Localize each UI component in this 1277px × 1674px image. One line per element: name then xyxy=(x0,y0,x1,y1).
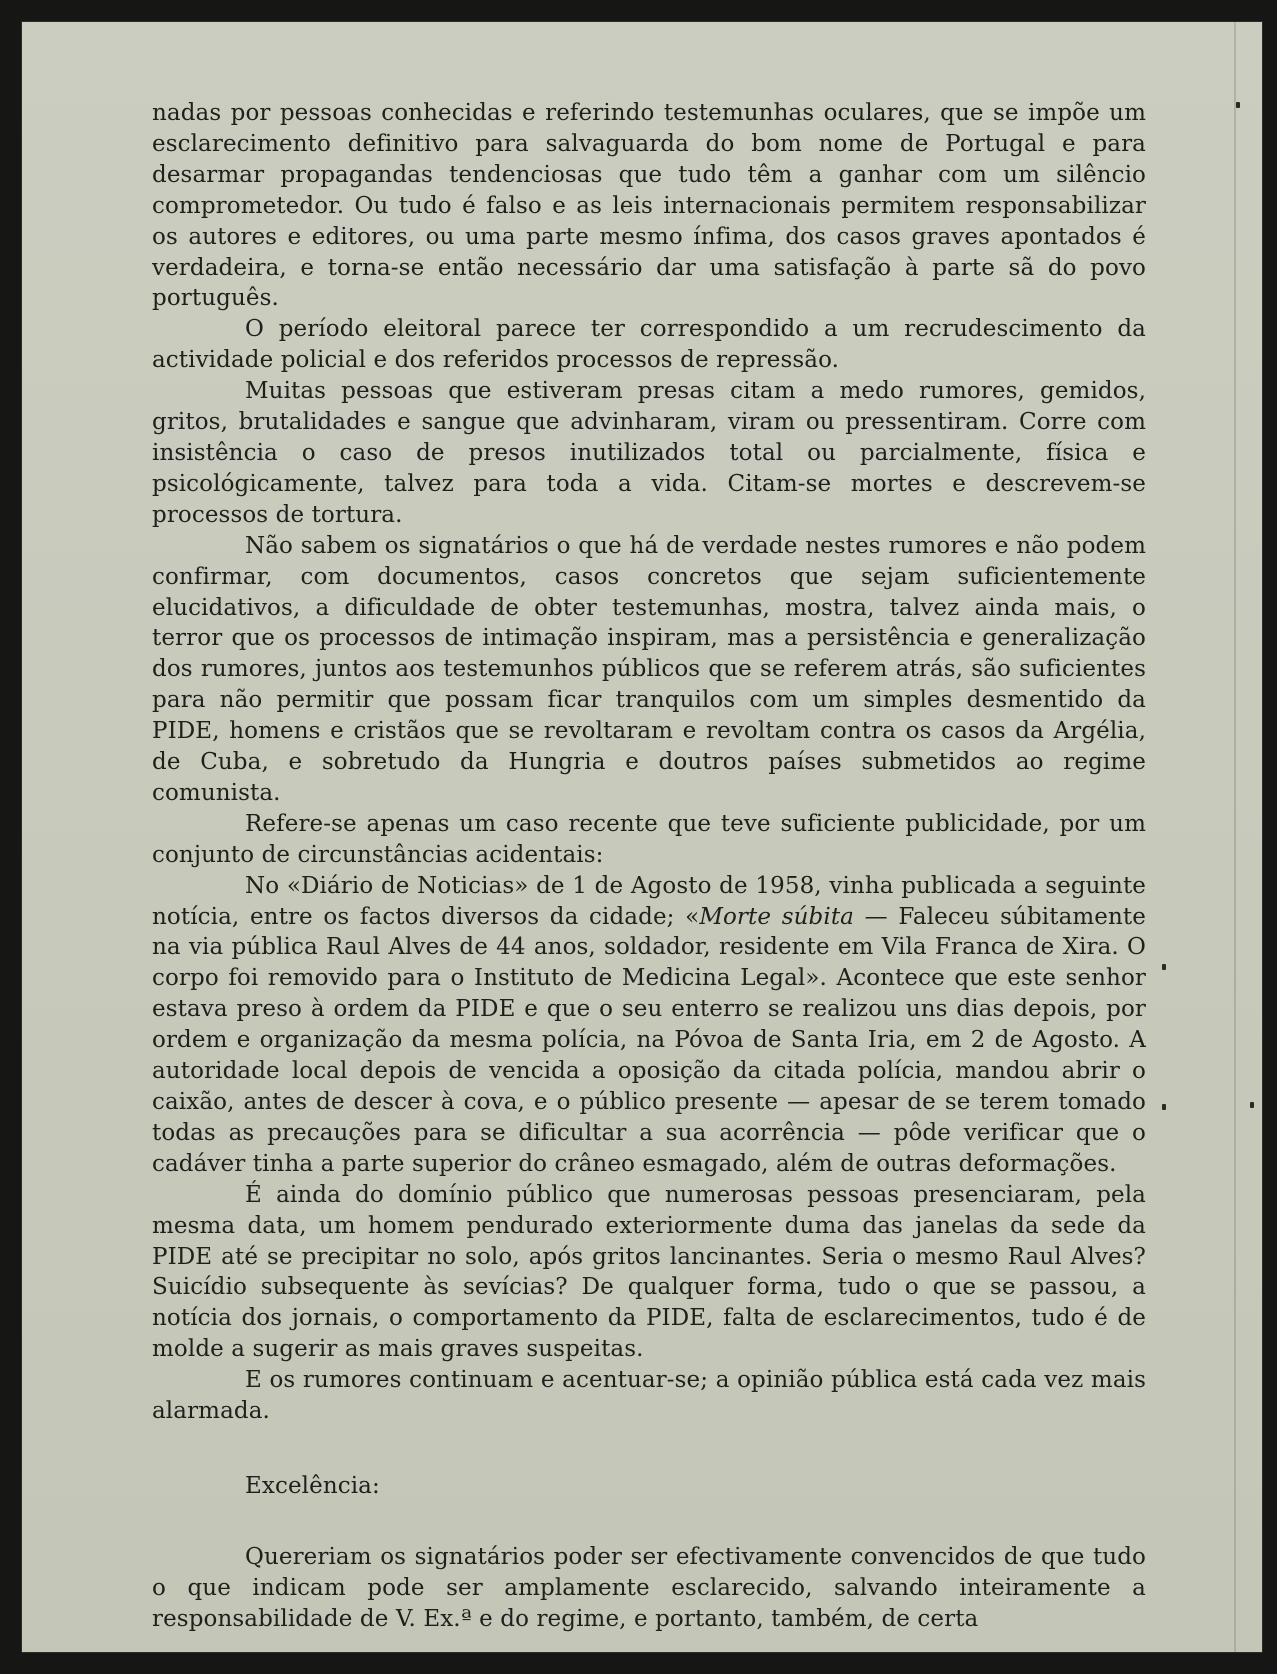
ink-speck xyxy=(1162,1104,1166,1110)
salutation: Excelência: xyxy=(245,1472,380,1499)
ink-speck xyxy=(1250,1102,1254,1108)
paragraph: Não sabem os signatários o que há de verdade nestes rumores e não podem confirmar, com documentos, casos concretos que sejam suficientemente elucidativos, a dificuldade de obter testemunhas, mostra, talvez ainda mais, o terror que os processos de intimação inspiram, mas a persistência e generalização dos rumores, juntos aos testemunhos públicos que se referem atrás, são suficientes para não permitir que possam ficar tranquilos com um simples desmentido da PIDE, homens e cristãos que se revoltaram e revoltam contra os casos da Argélia, de Cuba, e sobretudo da Hungria e doutros países submetidos ao regime comunista. xyxy=(152,532,1146,806)
paragraph: E os rumores continuam e acentuar-se; a opinião pública está cada vez mais alarmada. xyxy=(152,1367,1146,1425)
paragraph: Refere-se apenas um caso recente que teve suficiente publicidade, por um conjunto de circunstâncias acidentais: xyxy=(152,810,1146,868)
paragraph: É ainda do domínio público que numerosas pessoas presenciaram, pela mesma data, um homem pendurado exteriormente duma das janelas da sede da PIDE até se precipitar no solo, após gritos lancinantes. Seria o mesmo Raul Alves? Suicídio subsequente às sevícias? De qualquer forma, tudo o que se passou, a notícia dos jornais, o comportamento da PIDE, falta de esclarecimentos, tudo é de molde a sugerir as mais graves suspeitas. xyxy=(152,1181,1146,1363)
paragraph: Muitas pessoas que estiveram presas citam a medo rumores, gemidos, gritos, brutalidades e sangue que advinharam, viram ou pressentiram. Corre com insistência o caso de presos inutilizados total ou parcialmente, física e psicológicamente, talvez para toda a vida. Citam-se mortes e descrevem-se processos de tortura. xyxy=(152,378,1146,528)
paragraph: nadas por pessoas conhecidas e referindo testemunhas oculares, que se impõe um esclarecimento definitivo para salvaguarda do bom nome de Portugal e para desarmar propagandas tendenciosas que tudo têm a ganhar com um silêncio comprometedor. Ou tudo é falso e as leis internacionais permitem responsabilizar os autores e editores, ou uma parte mesmo ínfima, dos casos graves apontados é verdadeira, e torna-se então necessário dar uma satisfação à parte sã do povo português. xyxy=(152,100,1146,312)
quote-body: — Faleceu súbitamente na via pública Raul Alves de 44 anos, soldador, residente em Vila Franca de Xira. O corpo foi removido para o Instituto de Medicina Legal». Acontece que este senhor estava preso à ordem da PIDE e que o seu enterro se realizou uns dias depois, por ordem e organização da mesma polícia, na Póvoa de Santa Iria, em 2 de Agosto. A autoridade local depois de vencida a oposição da citada polícia, mandou abrir o caixão, antes de descer à cova, e o público presente — apesar de se terem tomado todas as precauções para se dificultar a sua acorrência — pôde verificar que o cadáver tinha a parte superior do crâneo esmagado, além de outras deformações. xyxy=(152,903,1146,1177)
closing-paragraph: Quereriam os signatários poder ser efectivamente convencidos de que tudo o que indicam pode ser amplamente esclarecido, salvando inteiramente a responsabilidade de V. Ex.ª e do regime, e portanto, também, de certa xyxy=(152,1543,1146,1632)
quote-headline: Morte súbita xyxy=(699,903,854,930)
quote-intro: No «Diário de Noticias» de 1 de Agosto de 1958, vinha publicada a seguinte notícia, entre os factos diversos da cidade; « xyxy=(152,872,1146,930)
paper-fold-shadow xyxy=(1234,22,1236,1652)
letter-body xyxy=(152,98,1146,1635)
ink-speck xyxy=(1162,964,1166,970)
ink-speck xyxy=(1236,102,1240,108)
paragraph-news-quote xyxy=(152,871,1146,1180)
paragraph: O período eleitoral parece ter correspondido a um recrudescimento da actividade policial e dos referidos processos de repressão. xyxy=(152,316,1146,374)
